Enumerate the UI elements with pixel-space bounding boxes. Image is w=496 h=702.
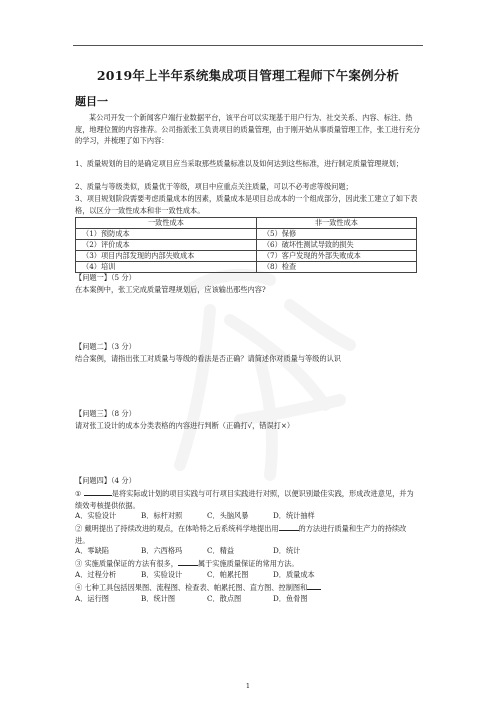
- option: A．零缺陷: [75, 546, 109, 555]
- question-2-text: 结合案例，请指出张工对质量与等级的看法是否正确？请简述你对质量与等级的认识: [75, 354, 341, 363]
- table-cell: （7）客户发现的外部失败成本: [256, 251, 416, 262]
- intro-paragraph: 某公司开发一个新闻客户端行业数据平台，该平台可以实现基于用户行为、社交关系、内容、标注、热度，地理位置的内容推荐。公司指派张工负责项目的质量管理，由于刚开始从事质量管理工作，张工进行充分的学习，并梳理了如下内容：: [75, 113, 421, 146]
- table-header-cell: 非一致性成本: [256, 218, 416, 229]
- answer-blank: [307, 581, 321, 590]
- item-text: ② 戴明提出了持续改进的观点，在体哈特之后系统科学地提出用: [75, 524, 279, 533]
- question-4-item-4: [75, 581, 321, 594]
- option: D．鱼骨图: [273, 594, 308, 603]
- option: D．统计: [273, 546, 301, 555]
- option: B．统计图: [141, 594, 176, 603]
- table-row: [76, 229, 417, 240]
- question-4-item-4-options: [75, 593, 308, 605]
- table-cell: （3）项目内部发现的内部失败成本: [76, 251, 257, 262]
- question-1-label: 【问题一】（5 分）: [75, 273, 136, 282]
- table-row: [76, 251, 417, 262]
- point-3: 3、项目规划阶段需要考虑质量成本的因素，质量成本是项目总成本的一个组成部分，因此张工建立了如下表格，以区分一致性成本和非一致性成本。: [75, 194, 418, 215]
- table-cell: （2）评价成本: [76, 240, 257, 251]
- point-2: 2、质量与等级类似，质量优于等级，项目中应重点关注质量，可以不必考虑等级问题；: [75, 182, 353, 191]
- option: B．六西格玛: [141, 546, 183, 555]
- item-text: ④ 七种工具包括因果图、流程图、检查表、帕累托图、直方图、控制图和: [75, 583, 308, 592]
- option: A．实验设计: [75, 511, 117, 520]
- option: B．标杆对照: [141, 511, 183, 520]
- table-cell: （1）预防成本: [76, 229, 257, 240]
- option: D．统计抽样: [273, 511, 315, 520]
- question-4-item-3-options: [75, 569, 315, 581]
- point-1: 1、质量规划的目的是确定项目应当采取那些质量标准以及如何达到这些标准，进行制定质量管理规划；: [75, 159, 404, 168]
- question-4-label: 【问题四】（4 分）: [75, 476, 136, 485]
- item-text: 的方法进行质量和生产力的持续改进。: [75, 524, 407, 545]
- option: A．过程分析: [75, 570, 117, 579]
- table-cell: （8）检查: [256, 262, 416, 273]
- item-text: 属于实施质量保证的常用方法。: [197, 559, 299, 568]
- option: B．实验设计: [141, 570, 183, 579]
- question-4-item-2-options: [75, 545, 300, 557]
- question-4-item-2: [75, 522, 420, 546]
- question-4-item-1: [75, 487, 420, 511]
- table-row: [76, 240, 417, 251]
- question-2-label: 【问题二】（3 分）: [75, 342, 136, 351]
- table-header-cell: 一致性成本: [76, 218, 257, 229]
- item-marker: ①: [75, 489, 82, 498]
- header-rule: [73, 45, 423, 46]
- table-header-row: [76, 218, 417, 229]
- option: C．散点图: [207, 594, 242, 603]
- table-cell: （6）破坏性测试导致的损失: [256, 240, 416, 251]
- question-4-item-3: [75, 557, 299, 570]
- question-3-label: 【问题三】（8 分）: [75, 409, 136, 418]
- answer-blank: [279, 522, 299, 531]
- question-1-text: 在本案例中，张工完成质量管理规划后，应该输出那些内容?: [75, 285, 266, 294]
- document-title: 2019年上半年系统集成项目管理工程师下午案例分析: [96, 68, 400, 83]
- page-number: 1: [245, 682, 251, 690]
- table-cell: （5）保修: [256, 229, 416, 240]
- section-heading: 题目一: [75, 95, 108, 108]
- item-text: 是将实际或计划的项目实践与可行项目实践进行对照，以便识别最佳实践，形成改进意见，并为绩效考核提供依据。: [75, 489, 414, 510]
- cost-table: [75, 217, 417, 273]
- option: A．运行图: [75, 594, 109, 603]
- option: C．精益: [207, 546, 235, 555]
- option: C．帕累托图: [207, 570, 249, 579]
- question-4-item-1-options: [75, 510, 315, 522]
- answer-blank: [84, 487, 112, 496]
- answer-blank: [178, 557, 198, 566]
- table-cell: （4）培训: [76, 262, 257, 273]
- option: C．头脑风暴: [207, 511, 249, 520]
- item-text: ③ 实施质量保证的方法有很多，: [75, 559, 178, 568]
- question-3-text: 请对张工设计的成本分类表格的内容进行判断（正确打√，错误打×）: [75, 421, 295, 430]
- option: D．质量成本: [273, 570, 315, 579]
- table-row: [76, 262, 417, 273]
